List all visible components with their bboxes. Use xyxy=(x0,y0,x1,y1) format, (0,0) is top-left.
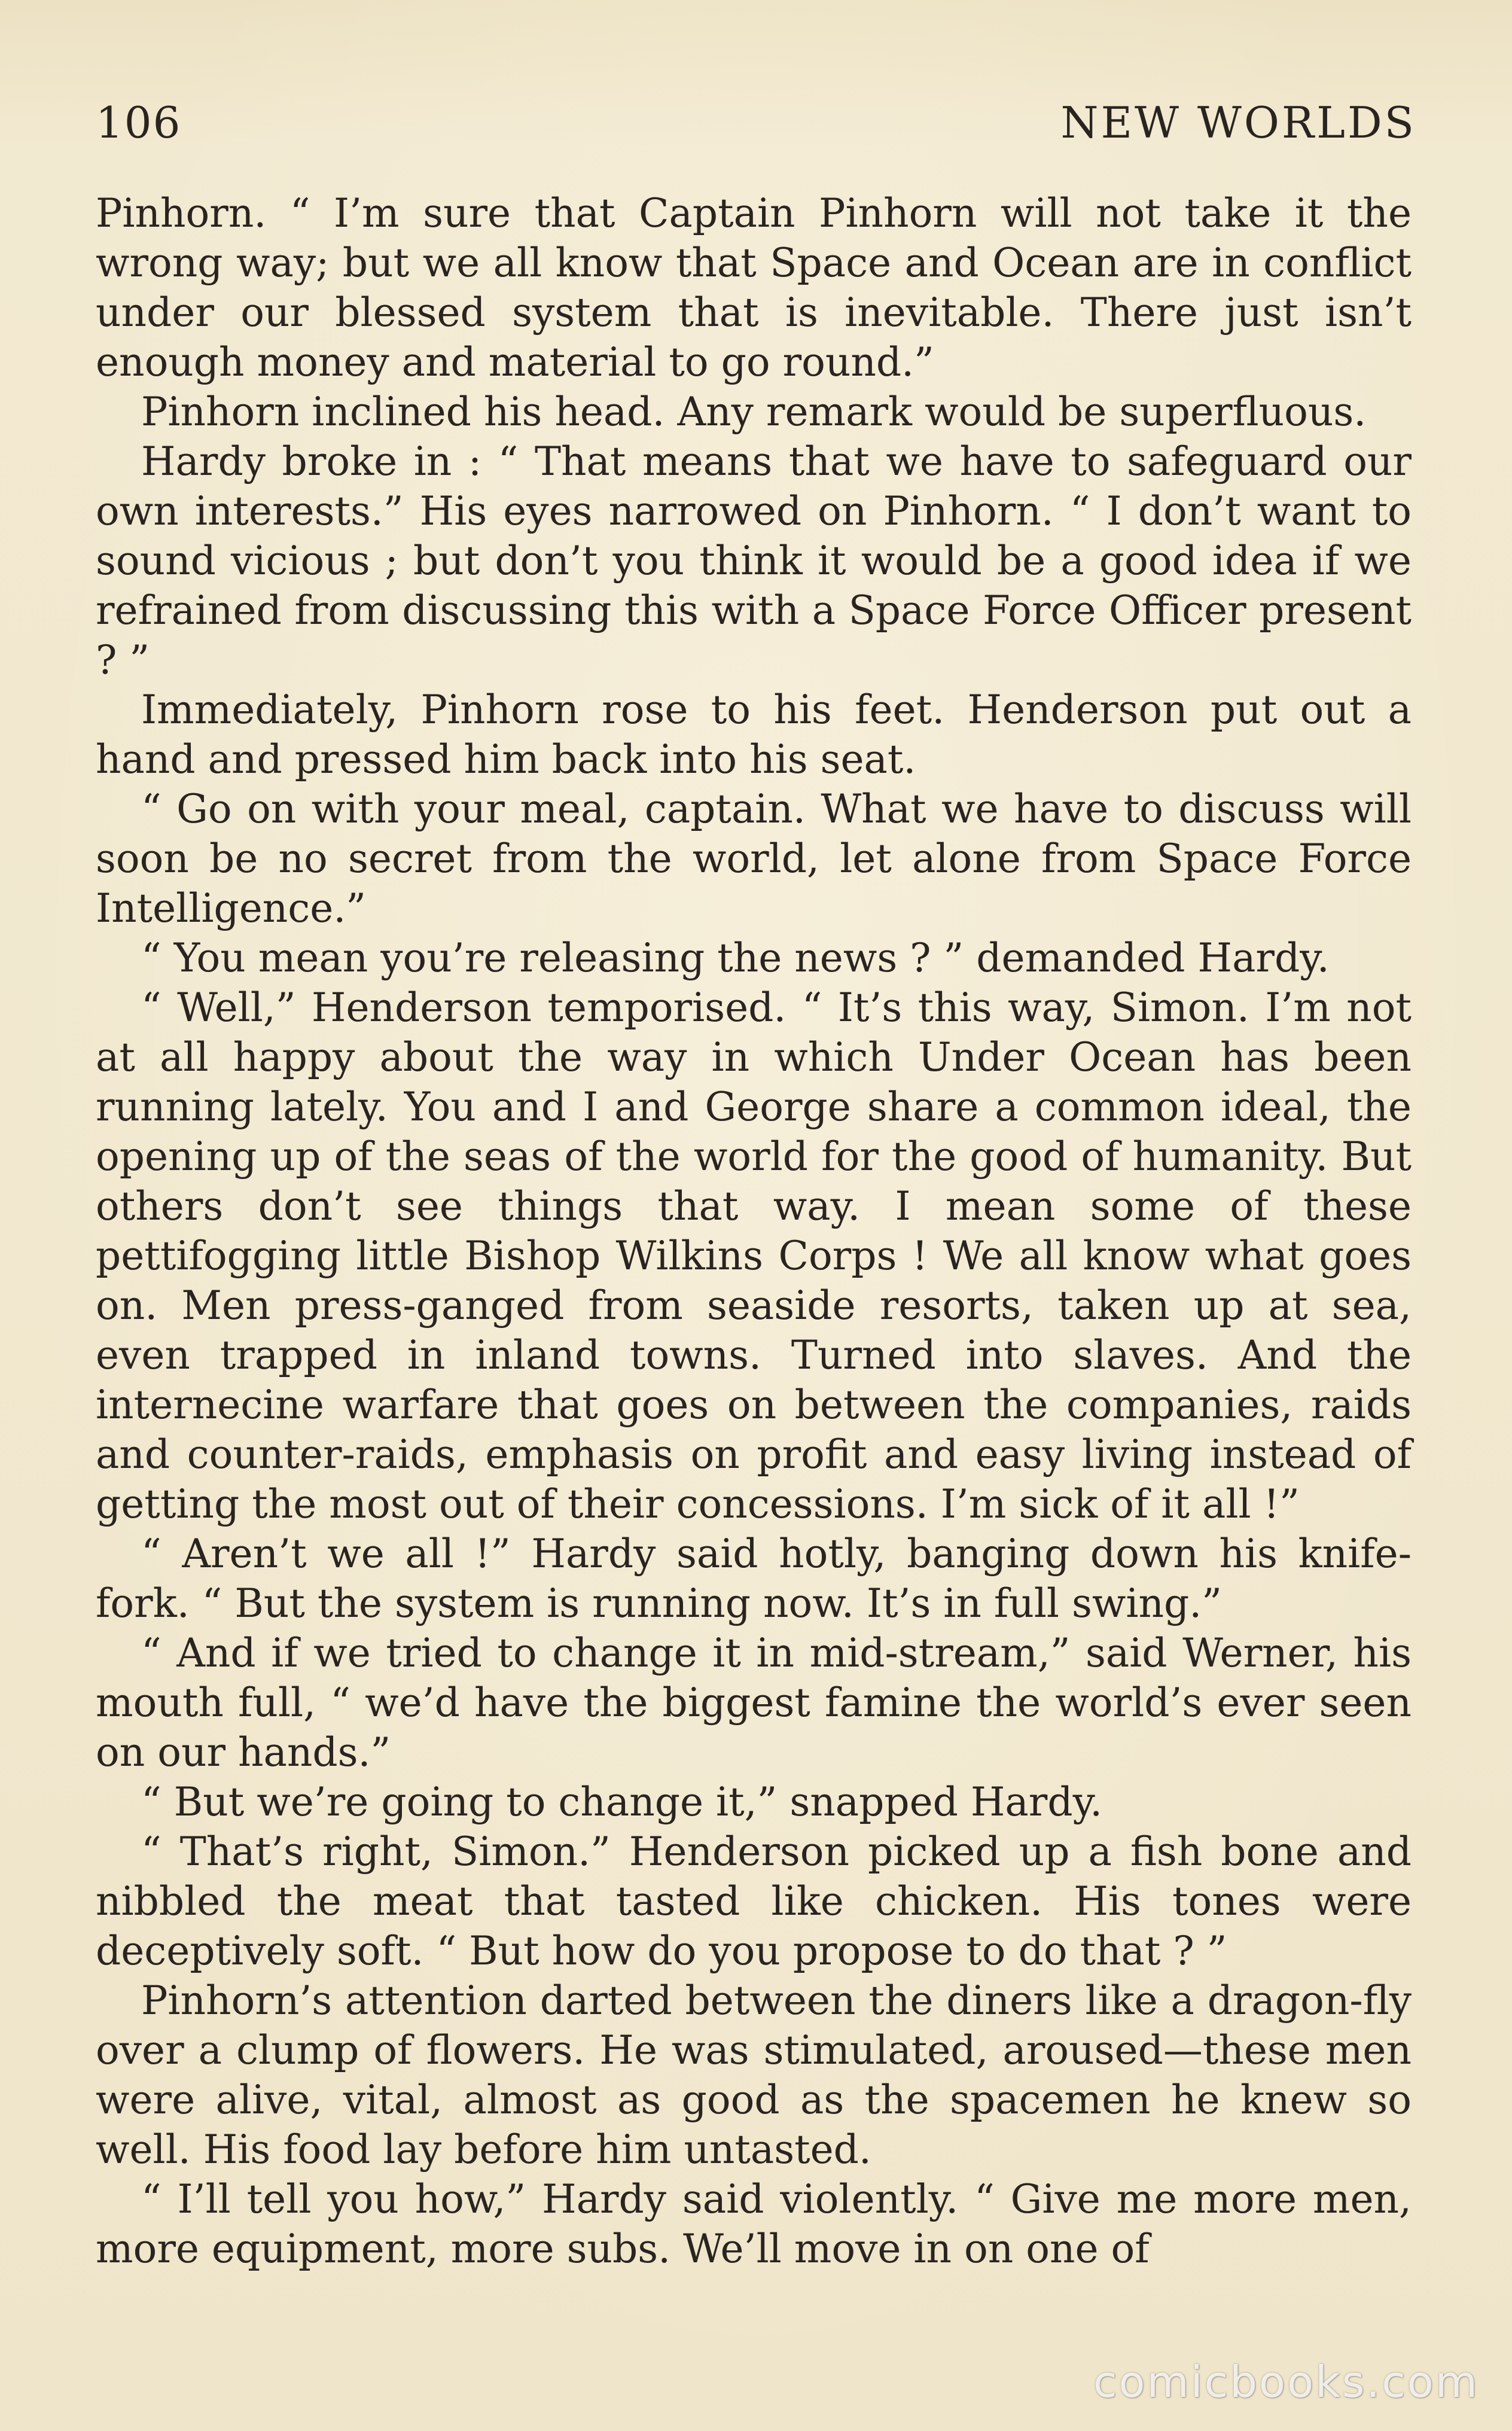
paragraph: Pinhorn inclined his head. Any remark would be superfluous. xyxy=(141,389,1367,435)
paragraph: “ But we’re going to change it,” snapped Hardy. xyxy=(141,1779,1103,1825)
paragraph: “ Go on with your meal, captain. What we have to discuss will soon be no secret from the world, let alone from Space Force Intelligence.” xyxy=(96,786,1412,931)
paragraph: “ Well,” Henderson temporised. “ It’s this way, Simon. I’m not at all happy about the way in which Under Ocean has been running lately. You and I and George share a common ideal, the opening up of the seas of the world for the good of humanity. But others don’t see things that way. I mean some of these pettifogging little Bishop Wilkins Corps ! We all know what goes on. Men press-ganged from seaside resorts, taken up at sea, even trapped in inland towns. Turned into slaves. And the internecine warfare that goes on between the companies, raids and counter-raids, emphasis on profit and easy living instead of getting the most out of their concessions. I’m sick of it all !” xyxy=(96,985,1412,1527)
body-text xyxy=(96,188,1412,2274)
paragraph: Immediately, Pinhorn rose to his feet. Henderson put out a hand and pressed him back into his seat. xyxy=(96,687,1412,782)
paragraph: Pinhorn. “ I’m sure that Captain Pinhorn will not take it the wrong way; but we all know that Space and Ocean are in conflict under our blessed system that is inevitable. There just isn’t enough money and material to go round.” xyxy=(96,190,1412,385)
paragraph: Pinhorn’s attention darted between the diners like a dragon-fly over a clump of flowers. He was stimulated, aroused—these men were alive, vital, almost as good as the spacemen he knew so well. His food lay before him untasted. xyxy=(96,1978,1412,2173)
page-header xyxy=(96,90,1416,156)
page-number: 106 xyxy=(96,98,182,148)
paragraph: “ I’ll tell you how,” Hardy said violently. “ Give me more men, more equipment, more subs. We’ll move in on one of xyxy=(96,2176,1412,2272)
running-head: NEW WORLDS xyxy=(1060,98,1416,148)
watermark: comicbooks.com xyxy=(1093,2357,1479,2407)
paragraph: “ Aren’t we all !” Hardy said hotly, banging down his knife-fork. “ But the system is running now. It’s in full swing.” xyxy=(96,1531,1412,1626)
paragraph: “ And if we tried to change it in mid-stream,” said Werner, his mouth full, “ we’d have the biggest famine the world’s ever seen on our hands.” xyxy=(96,1630,1412,1775)
paragraph: “ You mean you’re releasing the news ? ” demanded Hardy. xyxy=(141,935,1330,981)
paragraph: “ That’s right, Simon.” Henderson picked up a fish bone and nibbled the meat that tasted like chicken. His tones were deceptively soft. “ But how do you propose to do that ? ” xyxy=(96,1829,1412,1974)
paragraph: Hardy broke in : “ That means that we have to safeguard our own interests.” His eyes narrowed on Pinhorn. “ I don’t want to sound vicious ; but don’t you think it would be a good idea if we refrained from discussing this with a Space Force Officer present ? ” xyxy=(96,438,1412,683)
